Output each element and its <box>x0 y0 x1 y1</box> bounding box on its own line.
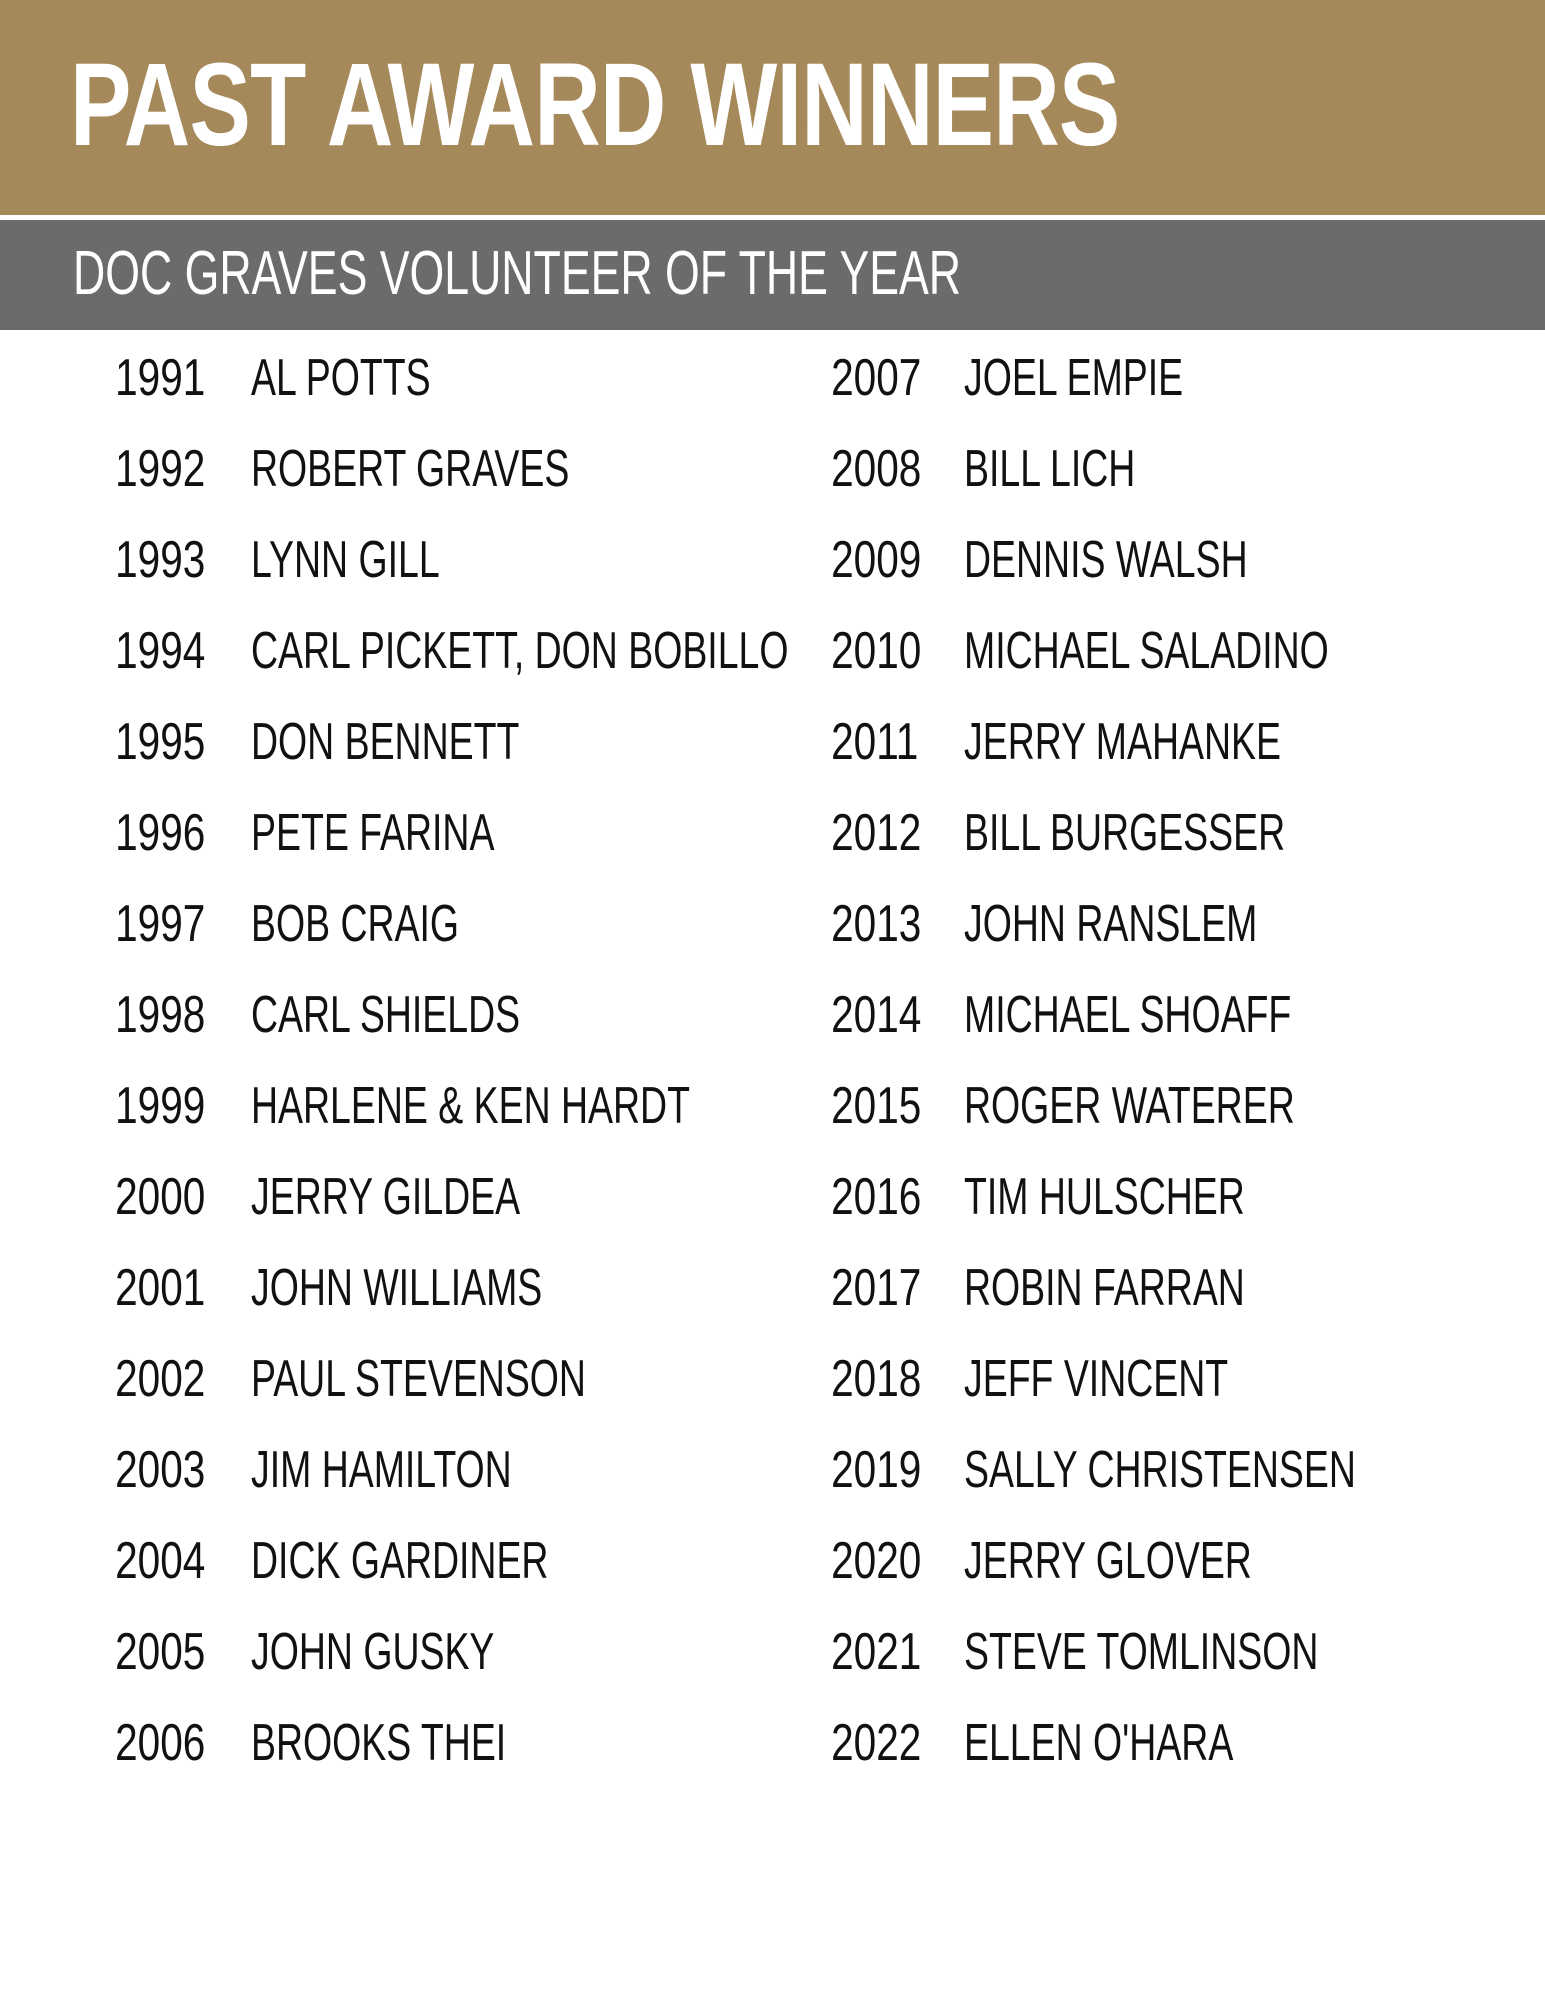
winner-year: 2022 <box>831 1714 922 1772</box>
winner-name: JEFF VINCENT <box>964 1350 1229 1408</box>
winner-year: 2009 <box>831 531 922 589</box>
winners-list-left <box>0 340 789 1796</box>
winner-year: 2007 <box>831 349 922 407</box>
winner-row <box>0 431 720 522</box>
winner-name: AL POTTS <box>251 349 431 407</box>
winner-name: DON BENNETT <box>251 713 520 771</box>
winner-year: 1996 <box>115 804 206 862</box>
winner-year: 2012 <box>831 804 922 862</box>
winner-row <box>0 977 720 1068</box>
winner-name: PAUL STEVENSON <box>251 1350 586 1408</box>
winner-row <box>760 886 1480 977</box>
winner-name: MICHAEL SALADINO <box>964 622 1329 680</box>
winner-name: LYNN GILL <box>251 531 440 589</box>
winner-row <box>760 1523 1480 1614</box>
winner-year: 2006 <box>115 1714 206 1772</box>
winner-year: 2002 <box>115 1350 206 1408</box>
winner-name: JERRY MAHANKE <box>964 713 1281 771</box>
winner-row <box>760 1250 1480 1341</box>
winner-year: 1993 <box>115 531 206 589</box>
winner-row <box>0 704 720 795</box>
winner-name: ROBIN FARRAN <box>964 1259 1245 1317</box>
winner-year: 1994 <box>115 622 206 680</box>
winner-row <box>0 1068 720 1159</box>
winner-year: 2015 <box>831 1077 922 1135</box>
winner-name: BILL BURGESSER <box>964 804 1286 862</box>
winner-row <box>760 1341 1480 1432</box>
winner-row <box>0 1523 720 1614</box>
winner-name: BROOKS THEI <box>251 1714 507 1772</box>
winner-row <box>0 795 720 886</box>
winner-name: JIM HAMILTON <box>251 1441 512 1499</box>
winner-year: 2011 <box>831 713 919 771</box>
winner-name: SALLY CHRISTENSEN <box>964 1441 1356 1499</box>
winner-name: ROBERT GRAVES <box>251 440 570 498</box>
winner-year: 2010 <box>831 622 922 680</box>
section-banner <box>0 220 1545 330</box>
winner-name: JERRY GLOVER <box>964 1532 1252 1590</box>
winner-name: DICK GARDINER <box>251 1532 549 1590</box>
winner-row <box>0 613 789 704</box>
winner-year: 2019 <box>831 1441 922 1499</box>
winner-year: 1995 <box>115 713 206 771</box>
winner-year: 2003 <box>115 1441 206 1499</box>
title-banner <box>0 0 1545 215</box>
winner-year: 2017 <box>831 1259 922 1317</box>
winner-row <box>0 340 720 431</box>
winner-year: 2008 <box>831 440 922 498</box>
winner-row <box>760 1159 1480 1250</box>
winner-row <box>760 704 1480 795</box>
winner-row <box>760 522 1480 613</box>
winner-name: STEVE TOMLINSON <box>964 1623 1319 1681</box>
winner-row <box>0 1705 720 1796</box>
winner-year: 2004 <box>115 1532 206 1590</box>
winner-name: CARL SHIELDS <box>251 986 521 1044</box>
winner-row <box>0 1614 720 1705</box>
winner-name: PETE FARINA <box>251 804 495 862</box>
winner-year: 2018 <box>831 1350 922 1408</box>
winner-row <box>760 977 1480 1068</box>
winners-list-right <box>760 340 1480 1796</box>
winner-row <box>760 431 1480 522</box>
winner-row <box>760 1432 1480 1523</box>
winner-row <box>760 795 1480 886</box>
winner-name: JOHN RANSLEM <box>964 895 1258 953</box>
page-title: PAST AWARD WINNERS <box>70 39 1120 171</box>
section-title: DOC GRAVES VOLUNTEER OF THE YEAR <box>73 239 962 308</box>
winner-row <box>0 1159 720 1250</box>
winner-year: 1997 <box>115 895 206 953</box>
winner-year: 2000 <box>115 1168 206 1226</box>
winner-row <box>760 1068 1480 1159</box>
winner-name: CARL PICKETT, DON BOBILLO <box>251 622 789 680</box>
winner-name: BOB CRAIG <box>251 895 460 953</box>
winner-year: 1999 <box>115 1077 206 1135</box>
winner-row <box>0 1432 720 1523</box>
winner-year: 1991 <box>115 349 206 407</box>
winner-row <box>760 1614 1480 1705</box>
winner-year: 1998 <box>115 986 206 1044</box>
winner-year: 2014 <box>831 986 922 1044</box>
winner-row <box>0 1250 720 1341</box>
winner-name: JOEL EMPIE <box>964 349 1184 407</box>
winner-row <box>760 1705 1480 1796</box>
winner-year: 2020 <box>831 1532 922 1590</box>
winner-name: JERRY GILDEA <box>251 1168 521 1226</box>
winner-name: DENNIS WALSH <box>964 531 1248 589</box>
winner-name: BILL LICH <box>964 440 1136 498</box>
winner-name: ROGER WATERER <box>964 1077 1295 1135</box>
winner-row <box>0 522 720 613</box>
winner-year: 1992 <box>115 440 206 498</box>
winner-name: HARLENE & KEN HARDT <box>251 1077 690 1135</box>
winner-year: 2001 <box>115 1259 206 1317</box>
winner-row <box>0 1341 720 1432</box>
winner-name: MICHAEL SHOAFF <box>964 986 1292 1044</box>
winner-name: JOHN WILLIAMS <box>251 1259 543 1317</box>
winner-row <box>0 886 720 977</box>
winner-name: TIM HULSCHER <box>964 1168 1245 1226</box>
winner-name: ELLEN O'HARA <box>964 1714 1234 1772</box>
winner-year: 2005 <box>115 1623 206 1681</box>
winner-year: 2016 <box>831 1168 922 1226</box>
winner-year: 2021 <box>831 1623 922 1681</box>
winner-row <box>760 340 1480 431</box>
winner-name: JOHN GUSKY <box>251 1623 495 1681</box>
winner-year: 2013 <box>831 895 922 953</box>
winner-row <box>760 613 1480 704</box>
